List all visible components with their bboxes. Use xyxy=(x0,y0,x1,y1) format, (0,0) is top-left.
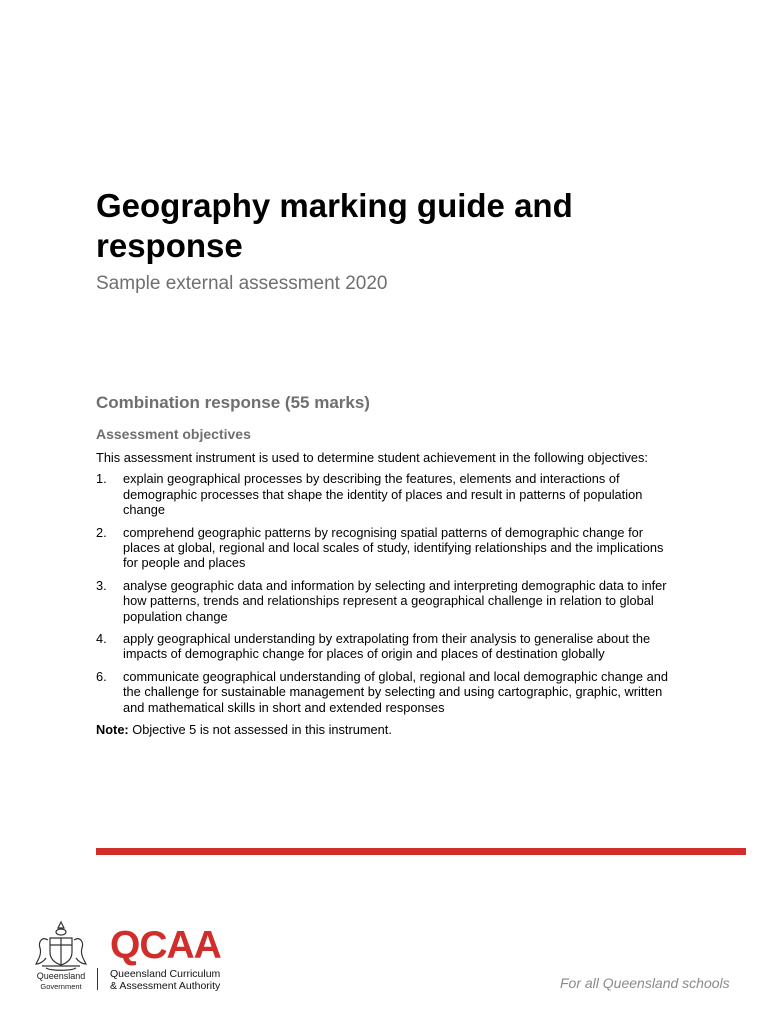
objective-item xyxy=(96,631,678,662)
qcaa-name-line-2: & Assessment Authority xyxy=(110,980,221,992)
logo-divider xyxy=(97,968,98,990)
objective-text: communicate geographical understanding of global, regional and local demographic change and the challenge for sustainable management by selecting and using cartographic, graphic, written and mathematical skills in short and extended responses xyxy=(123,668,668,715)
document-subtitle: Sample external assessment 2020 xyxy=(96,273,388,294)
objective-text: analyse geographic data and information by selecting and interpreting demographic data to infer how patterns, trends and relationships represent a geographical challenge in relation to global population change xyxy=(123,577,667,624)
objective-number: 4. xyxy=(96,631,107,647)
objective-text: apply geographical understanding by extrapolating from their analysis to generalise about the impacts of demographic change for places of origin and places of destination globally xyxy=(123,631,651,662)
document-title: Geography marking guide and response xyxy=(96,187,573,264)
objectives-intro: This assessment instrument is used to determine student achievement in the following objectives: xyxy=(96,450,648,465)
objective-number: 6. xyxy=(96,668,107,684)
objective-item xyxy=(96,669,678,715)
red-divider-rule xyxy=(96,848,746,855)
objective-text: explain geographical processes by describing the features, elements and interactions of demographic processes that shape the identity of places and result in patterns of population change xyxy=(123,471,643,518)
objective-number: 2. xyxy=(96,524,107,540)
note-text: Objective 5 is not assessed in this instrument. xyxy=(128,722,392,738)
note-label: Note: xyxy=(96,722,129,738)
objective-item xyxy=(96,471,678,517)
footer-tagline: For all Queensland schools xyxy=(560,975,730,991)
qcaa-logo: QCAA xyxy=(110,924,221,967)
qcaa-name-line-1: Queensland Curriculum xyxy=(110,968,221,980)
objective-text: comprehend geographic patterns by recognising spatial patterns of demographic change for places at global, regional and local scales of study, identifying relationships and the implications for people and places xyxy=(123,524,664,571)
objectives-content xyxy=(96,450,678,738)
objective-number: 3. xyxy=(96,577,107,593)
section-title: Combination response (55 marks) xyxy=(96,393,370,412)
objectives-note xyxy=(96,722,678,737)
objective-item xyxy=(96,578,678,624)
objective-item xyxy=(96,525,678,571)
qcaa-full-name xyxy=(110,968,220,992)
objectives-heading: Assessment objectives xyxy=(96,426,251,442)
objective-number: 1. xyxy=(96,471,107,487)
qld-government: Government xyxy=(40,981,82,991)
objectives-list xyxy=(96,471,678,715)
queensland-government-wordmark xyxy=(30,972,92,991)
qld-name: Queensland xyxy=(36,971,86,981)
